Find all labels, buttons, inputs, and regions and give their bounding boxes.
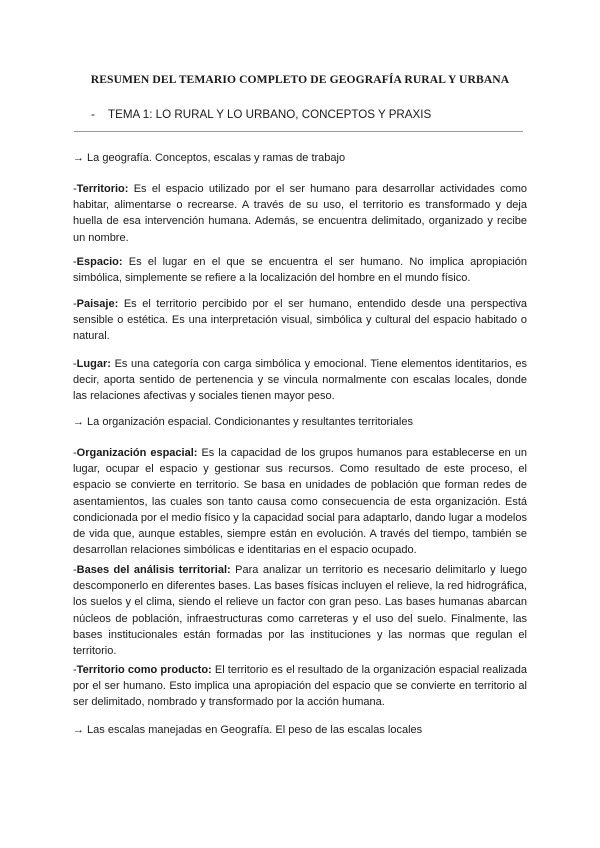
paragraph-organizacion-espacial: -Organización espacial: Es la capacidad de los grupos humanos para establecerse en un lugar, ocupar el espacio y gestionar sus recursos. Como resultado de este proceso, el espacio se convierte en territorio. Se basa en unidades de población que forman redes de asentamientos, las cuales son tanto causa como consecuencia de esta organización. Está condicionada por el medio físico y la capacidad social para adaptarlo, dando lugar a modelos de vida que, aunque estables, siempre están en evolución. A través del tiempo, también se desarrollan relaciones simbólicas e identitarias en el espacio ocupado. [73,447,527,557]
term-lugar: Lugar: [76,358,111,370]
paragraph-bases-analisis: -Bases del análisis territorial: Para analizar un territorio es necesario delimitarlo y luego descomponerlo en diferentes bases. Las bases físicas incluyen el relieve, la red hidrográfica, los suelos y el clima, siendo el relieve un factor con gran peso. Las bases humanas abarcan núcleos de población, infraestructuras como carreteras y el uso del suelo. Finalmente, las bases institucionales están formadas por las instituciones y las normas que regulan el territorio. [73,564,527,658]
term-territorio-producto: Territorio como producto: [76,664,212,676]
paragraph-paisaje: -Paisaje: Es el territorio percibido por el ser humano, entendido desde una perspectiva sensible o estética. Es una interpretación visual, simbólica y cultural del espacio habitado o natural. [73,298,527,343]
document-title: RESUMEN DEL TEMARIO COMPLETO DE GEOGRAFÍA RURAL Y URBANA [90,73,510,86]
paragraph-territorio: -Territorio: Es el espacio utilizado por el ser humano para desarrollar actividades como habitar, alimentarse o recrearse. A través de su uso, el territorio es transformado y deja huella de esa intervención humana. Además, se encuentra delimitado, organizado y recibe un nombre. [73,183,527,244]
definition-lugar: Es una categoría con carga simbólica y emocional. Tiene elementos identitarios, es decir, aporta sentido de pertenencia y se vincula normalmente con escalas locales, donde las relaciones afectivas y sociales tienen mayor peso. [73,358,528,403]
term-espacio: Espacio: [76,256,123,268]
definition-territorio-producto: El territorio es el resultado de la organización espacial realizada por el ser humano. Esto implica una apropiación del espacio que se convierte en territorio al ser delimitado, nombrado y transformado por la acción humana. [73,664,527,709]
paragraph-lugar: -Lugar: Es una categoría con carga simbólica y emocional. Tiene elementos identitarios, es decir, aporta sentido de pertenencia y se vincula normalmente con escalas locales, donde las relaciones afectivas y sociales tienen mayor peso. [73,358,528,403]
definition-bases-analisis: Para analizar un territorio es necesario delimitarlo y luego descomponerlo en diferentes bases. Las bases físicas incluyen el relieve, la red hidrográfica, los suelos y el clima, siendo el relieve un factor con gran peso. Las bases humanas abarcan núcleos de población, infraestructuras como carreteras y el uso del suelo. Finalmente, las bases institucionales están formadas por las instituciones y las normas que regulan el territorio. [73,564,527,658]
section-heading-escalas: → Las escalas manejadas en Geografía. El peso de las escalas locales [73,724,423,736]
tema-title: TEMA 1: LO RURAL Y LO URBANO, CONCEPTOS Y PRAXIS [108,108,432,121]
divider [74,131,523,132]
definition-territorio: Es el espacio utilizado por el ser humano para desarrollar actividades como habitar, alimentarse o recrearse. A través de su uso, el territorio es transformado y deja huella de esa intervención humana. Además, se encuentra delimitado, organizado y recibe un nombre. [73,183,527,244]
paragraph-territorio-producto: -Territorio como producto: El territorio es el resultado de la organización espacial realizada por el ser humano. Esto implica una apropiación del espacio que se convierte en territorio al ser delimitado, nombrado y transformado por la acción humana. [73,664,527,709]
section-heading-geografia: → La geografía. Conceptos, escalas y ramas de trabajo [73,152,346,164]
definition-paisaje: Es el territorio percibido por el ser humano, entendido desde una perspectiva sensible o estética. Es una interpretación visual, simbólica y cultural del espacio habitado o natural. [73,298,527,343]
section-heading-organizacion: → La organización espacial. Condicionantes y resultantes territoriales [73,416,413,428]
term-paisaje: Paisaje: [76,298,119,310]
tema-dash: - [91,108,95,121]
term-bases-analisis: Bases del análisis territorial: [76,564,231,576]
definition-organizacion-espacial: Es la capacidad de los grupos humanos para establecerse en un lugar, ocupar el espacio y gestionar sus recursos. Como resultado de este proceso, el espacio se convierte en territorio. Se basa en unidades de población que forman redes de asentamientos, las cuales son tanto causa como consecuencia de esta organización. Está condicionada por el medio físico y la capacidad social para adaptarlo, dando lugar a modelos de vida que, aunque estables, siempre están en evolución. A través del tiempo, también se desarrollan relaciones simbólicas e identitarias en el espacio ocupado. [73,447,527,557]
definition-espacio: Es el lugar en el que se encuentra el ser humano. No implica apropiación simbólica, simplemente se refiere a la localización del hombre en el mundo físico. [73,256,527,285]
tema-heading [91,108,431,121]
term-organizacion-espacial: Organización espacial: [76,447,198,459]
term-territorio: Territorio: [76,183,129,195]
paragraph-espacio: -Espacio: Es el lugar en el que se encuentra el ser humano. No implica apropiación simbólica, simplemente se refiere a la localización del hombre en el mundo físico. [73,256,527,285]
